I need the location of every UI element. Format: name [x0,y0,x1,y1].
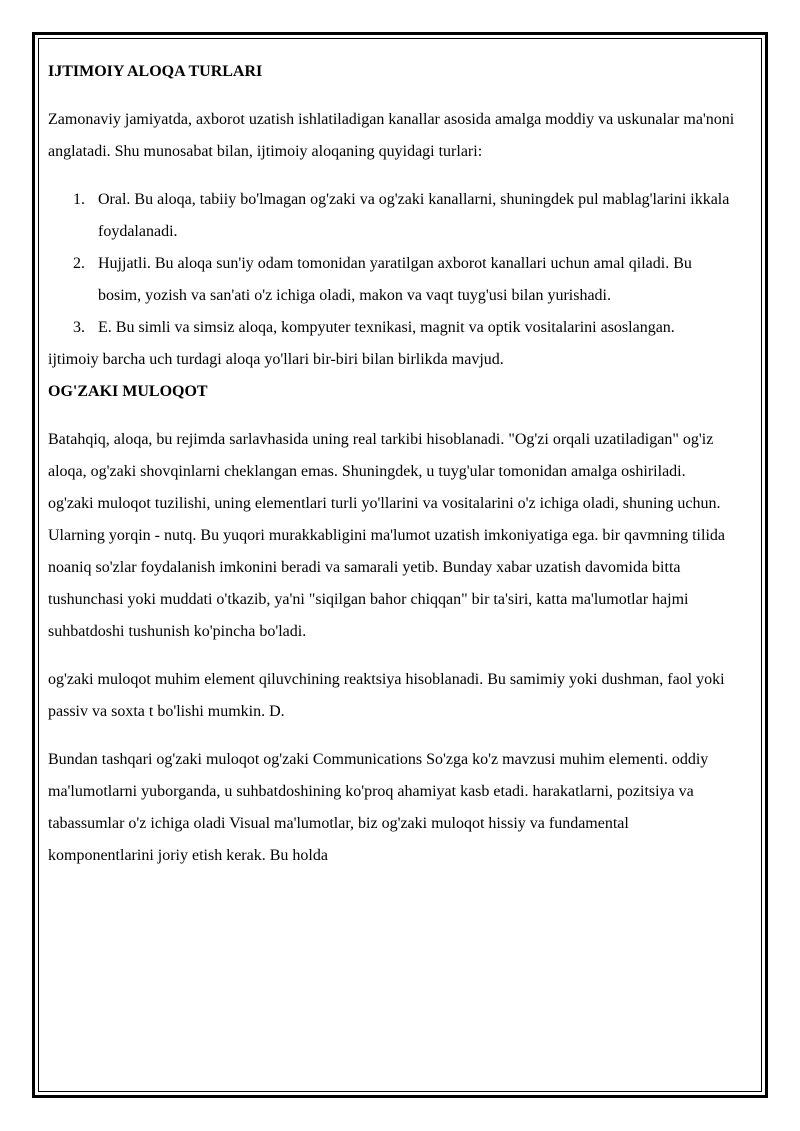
list-item-number: 2. [73,255,85,272]
section-heading-ogzaki-muloqot: OG'ZAKI MULOQOT [48,383,208,400]
section-heading-ijtimoiy-aloqa-turlari: IJTIMOIY ALOQA TURLARI [48,63,263,80]
communication-types-list [48,184,738,344]
list-item-text: Hujjatli. Bu aloqa sun'iy odam tomonidan yaratilgan axborot kanallari uchun amal qiladi. Bu bosim, yozish va san'ati o'z ichiga oladi, makon va vaqt tuyg'usi bilan yurishadi. [98,255,692,304]
list-item [48,312,738,344]
document-body [48,56,738,872]
list-item-number: 3. [73,319,85,336]
list-item-text: E. Bu simli va simsiz aloqa, kompyuter texnikasi, magnit va optik vositalarini asoslangan. [98,319,675,336]
paragraph-4: Bundan tashqari og'zaki muloqot og'zaki Communications So'zga ko'z mavzusi muhim elementi. oddiy ma'lumotlarni yuborganda, u suhbatdoshining ko'proq ahamiyat kasb etadi. harakatlarni, pozitsiya va tabassumlar o'z ichiga oladi Visual ma'lumotlar, biz og'zaki muloqot hissiy va fundamental komponentlarini joriy etish kerak. Bu holda [48,751,709,864]
list-item-number: 1. [73,191,85,208]
paragraph-2: og'zaki muloqot tuzilishi, uning elementlari turli yo'llarini va vositalarini o'z ichiga oladi, shuning uchun. Ularning yorqin - nutq. Bu yuqori murakkabligini ma'lumot uzatish imkoniyatiga ega. bir qavmning tilida noaniq so'zlar foydalanish imkonini beradi va samarali yetib. Bunday xabar uzatish davomida bitta tushunchasi yoki muddati o'tkazib, ya'ni "siqilgan bahor chiqqan" bir ta'siri, katta ma'lumotlar hajmi suhbatdoshi tushunish ko'pincha bo'ladi. [48,495,725,640]
paragraph-1: Batahqiq, aloqa, bu rejimda sarlavhasida uning real tarkibi hisoblanadi. "Og'zi orqali uzatiladigan" og'iz aloqa, og'zaki shovqinlarni cheklangan emas. Shuningdek, u tuyg'ular tomonidan amalga oshiriladi. [48,431,714,480]
intro-paragraph: Zamonaviy jamiyatda, axborot uzatish ishlatiladigan kanallar asosida amalga moddiy va uskunalar ma'noni anglatadi. Shu munosabat bilan, ijtimoiy aloqaning quyidagi turlari: [48,111,735,160]
paragraph-3: og'zaki muloqot muhim element qiluvchining reaktsiya hisoblanadi. Bu samimiy yoki dushman, faol yoki passiv va soxta t bo'lishi mumkin. D. [48,671,725,720]
list-item [48,248,738,312]
closing-paragraph: ijtimoiy barcha uch turdagi aloqa yo'llari bir-biri bilan birlikda mavjud. [48,351,504,368]
list-item-text: Oral. Bu aloqa, tabiiy bo'lmagan og'zaki va og'zaki kanallarni, shuningdek pul mablag'larini ikkala foydalanadi. [98,191,730,240]
list-item [48,184,738,248]
